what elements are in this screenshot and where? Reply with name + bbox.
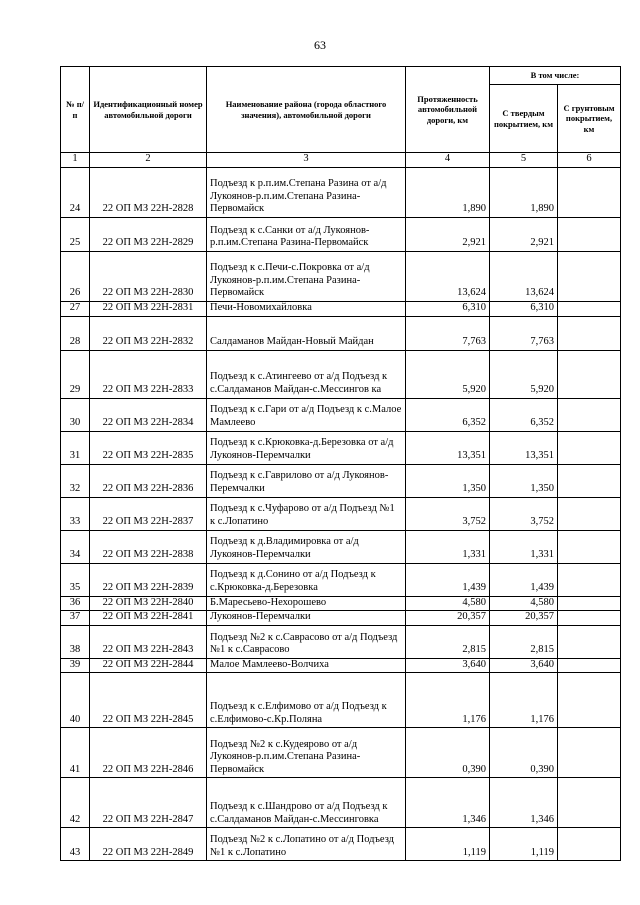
table-row	[61, 728, 621, 778]
road-id: 22 ОП МЗ 22Н-2832	[90, 316, 207, 350]
row-number: 33	[61, 497, 90, 530]
road-name: Б.Маресьево-Нехорошево	[207, 596, 406, 611]
hard-surface-length: 13,624	[490, 252, 558, 302]
table-row	[61, 778, 621, 828]
table-row	[61, 168, 621, 218]
road-id: 22 ОП МЗ 22Н-2836	[90, 464, 207, 497]
road-id: 22 ОП МЗ 22Н-2849	[90, 828, 207, 861]
road-length: 3,640	[406, 658, 490, 673]
road-id: 22 ОП МЗ 22Н-2838	[90, 530, 207, 563]
road-length: 1,439	[406, 563, 490, 596]
header-ground: С грунтовым покрытием, км	[558, 85, 621, 153]
row-number: 26	[61, 252, 90, 302]
ground-surface-length	[558, 828, 621, 861]
ground-surface-length	[558, 316, 621, 350]
header-name: Наименование района (города областного значения), автомобильной дороги	[207, 67, 406, 153]
row-number: 25	[61, 218, 90, 252]
road-length: 5,920	[406, 350, 490, 398]
hard-surface-length: 1,331	[490, 530, 558, 563]
hard-surface-length: 7,763	[490, 316, 558, 350]
row-number: 30	[61, 398, 90, 431]
row-number: 34	[61, 530, 90, 563]
row-number: 27	[61, 302, 90, 317]
row-number: 32	[61, 464, 90, 497]
header-including: В том числе:	[490, 67, 621, 85]
road-name: Малое Мамлеево-Волчиха	[207, 658, 406, 673]
road-length: 4,580	[406, 596, 490, 611]
column-number: 5	[490, 153, 558, 168]
table-row	[61, 252, 621, 302]
table-row	[61, 431, 621, 464]
hard-surface-length: 20,357	[490, 611, 558, 626]
hard-surface-length: 4,580	[490, 596, 558, 611]
road-id: 22 ОП МЗ 22Н-2844	[90, 658, 207, 673]
row-number: 38	[61, 625, 90, 658]
ground-surface-length	[558, 302, 621, 317]
hard-surface-length: 1,176	[490, 673, 558, 728]
table-row	[61, 530, 621, 563]
column-number: 1	[61, 153, 90, 168]
road-length: 1,331	[406, 530, 490, 563]
road-name: Подъезд к д.Сонино от а/д Подъезд к с.Крюковка-д.Березовка	[207, 563, 406, 596]
table-row	[61, 596, 621, 611]
row-number: 24	[61, 168, 90, 218]
row-number: 43	[61, 828, 90, 861]
road-length: 1,176	[406, 673, 490, 728]
road-length: 20,357	[406, 611, 490, 626]
row-number: 35	[61, 563, 90, 596]
header-id: Идентификационный номер автомобильной дороги	[90, 67, 207, 153]
ground-surface-length	[558, 658, 621, 673]
ground-surface-length	[558, 464, 621, 497]
road-name: Подъезд к с.Гари от а/д Подъезд к с.Малое Мамлеево	[207, 398, 406, 431]
road-length: 2,921	[406, 218, 490, 252]
ground-surface-length	[558, 218, 621, 252]
hard-surface-length: 2,815	[490, 625, 558, 658]
road-length: 1,346	[406, 778, 490, 828]
table-row	[61, 316, 621, 350]
ground-surface-length	[558, 431, 621, 464]
road-length: 1,119	[406, 828, 490, 861]
table-row	[61, 302, 621, 317]
column-number: 6	[558, 153, 621, 168]
road-id: 22 ОП МЗ 22Н-2837	[90, 497, 207, 530]
ground-surface-length	[558, 497, 621, 530]
hard-surface-length: 5,920	[490, 350, 558, 398]
road-name: Подъезд к с.Елфимово от а/д Подъезд к с.Елфимово-с.Кр.Поляна	[207, 673, 406, 728]
ground-surface-length	[558, 350, 621, 398]
table-row	[61, 625, 621, 658]
column-number: 4	[406, 153, 490, 168]
hard-surface-length: 1,346	[490, 778, 558, 828]
table-row	[61, 563, 621, 596]
hard-surface-length: 3,752	[490, 497, 558, 530]
road-id: 22 ОП МЗ 22Н-2834	[90, 398, 207, 431]
row-number: 36	[61, 596, 90, 611]
road-id: 22 ОП МЗ 22Н-2828	[90, 168, 207, 218]
road-id: 22 ОП МЗ 22Н-2835	[90, 431, 207, 464]
ground-surface-length	[558, 530, 621, 563]
hard-surface-length: 6,352	[490, 398, 558, 431]
road-length: 6,310	[406, 302, 490, 317]
hard-surface-length: 6,310	[490, 302, 558, 317]
hard-surface-length: 1,890	[490, 168, 558, 218]
road-name: Подъезд №2 к с.Кудеярово от а/д Лукоянов-р.п.им.Степана Разина-Первомайск	[207, 728, 406, 778]
row-number: 28	[61, 316, 90, 350]
road-length: 7,763	[406, 316, 490, 350]
road-length: 6,352	[406, 398, 490, 431]
ground-surface-length	[558, 673, 621, 728]
road-length: 0,390	[406, 728, 490, 778]
hard-surface-length: 3,640	[490, 658, 558, 673]
row-number: 42	[61, 778, 90, 828]
header-hard: С твердым покрытием, км	[490, 85, 558, 153]
row-number: 29	[61, 350, 90, 398]
column-number: 3	[207, 153, 406, 168]
hard-surface-length: 0,390	[490, 728, 558, 778]
road-id: 22 ОП МЗ 22Н-2839	[90, 563, 207, 596]
road-name: Подъезд к с.Шандрово от а/д Подъезд к с.Салдаманов Майдан-с.Мессинговка	[207, 778, 406, 828]
road-name: Лукоянов-Перемчалки	[207, 611, 406, 626]
road-length: 2,815	[406, 625, 490, 658]
road-length: 13,351	[406, 431, 490, 464]
row-number: 37	[61, 611, 90, 626]
road-name: Подъезд к д.Владимировка от а/д Лукоянов-Перемчалки	[207, 530, 406, 563]
ground-surface-length	[558, 252, 621, 302]
road-id: 22 ОП МЗ 22Н-2829	[90, 218, 207, 252]
row-number: 41	[61, 728, 90, 778]
ground-surface-length	[558, 563, 621, 596]
road-name: Подъезд к с.Гаврилово от а/д Лукоянов-Перемчалки	[207, 464, 406, 497]
hard-surface-length: 1,119	[490, 828, 558, 861]
road-name: Подъезд к с.Атингеево от а/д Подъезд к с.Салдаманов Майдан-с.Мессингов ка	[207, 350, 406, 398]
road-name: Подъезд к р.п.им.Степана Разина от а/д Лукоянов-р.п.им.Степана Разина-Первомайск	[207, 168, 406, 218]
row-number: 31	[61, 431, 90, 464]
road-name: Салдаманов Майдан-Новый Майдан	[207, 316, 406, 350]
road-id: 22 ОП МЗ 22Н-2847	[90, 778, 207, 828]
ground-surface-length	[558, 611, 621, 626]
road-id: 22 ОП МЗ 22Н-2846	[90, 728, 207, 778]
table-row	[61, 350, 621, 398]
ground-surface-length	[558, 728, 621, 778]
roads-table	[60, 66, 621, 861]
road-name: Подъезд к с.Чуфарово от а/д Подъезд №1 к с.Лопатино	[207, 497, 406, 530]
road-name: Подъезд №2 к с.Лопатино от а/д Подъезд №1 к с.Лопатино	[207, 828, 406, 861]
ground-surface-length	[558, 398, 621, 431]
row-number: 40	[61, 673, 90, 728]
road-name: Подъезд к с.Санки от а/д Лукоянов-р.п.им.Степана Разина-Первомайск	[207, 218, 406, 252]
table-row	[61, 828, 621, 861]
road-name: Подъезд к с.Печи-с.Покровка от а/д Лукоянов-р.п.им.Степана Разина-Первомайск	[207, 252, 406, 302]
road-length: 1,890	[406, 168, 490, 218]
table-row	[61, 658, 621, 673]
table-row	[61, 611, 621, 626]
table-row	[61, 464, 621, 497]
road-id: 22 ОП МЗ 22Н-2831	[90, 302, 207, 317]
hard-surface-length: 1,350	[490, 464, 558, 497]
hard-surface-length: 2,921	[490, 218, 558, 252]
table-row	[61, 673, 621, 728]
road-id: 22 ОП МЗ 22Н-2830	[90, 252, 207, 302]
road-length: 1,350	[406, 464, 490, 497]
ground-surface-length	[558, 625, 621, 658]
table-row	[61, 218, 621, 252]
road-name: Подъезд к с.Крюковка-д.Березовка от а/д Лукоянов-Перемчалки	[207, 431, 406, 464]
hard-surface-length: 13,351	[490, 431, 558, 464]
row-number: 39	[61, 658, 90, 673]
road-name: Печи-Новомихайловка	[207, 302, 406, 317]
header-num: № п/п	[61, 67, 90, 153]
road-id: 22 ОП МЗ 22Н-2845	[90, 673, 207, 728]
page-number: 63	[314, 38, 326, 52]
column-numbers-row	[61, 153, 621, 168]
road-id: 22 ОП МЗ 22Н-2833	[90, 350, 207, 398]
ground-surface-length	[558, 596, 621, 611]
column-number: 2	[90, 153, 207, 168]
ground-surface-length	[558, 778, 621, 828]
road-length: 13,624	[406, 252, 490, 302]
ground-surface-length	[558, 168, 621, 218]
table-row	[61, 497, 621, 530]
header-length: Протяженность автомобильной дороги, км	[406, 67, 490, 153]
road-id: 22 ОП МЗ 22Н-2843	[90, 625, 207, 658]
hard-surface-length: 1,439	[490, 563, 558, 596]
road-length: 3,752	[406, 497, 490, 530]
road-id: 22 ОП МЗ 22Н-2841	[90, 611, 207, 626]
road-id: 22 ОП МЗ 22Н-2840	[90, 596, 207, 611]
road-name: Подъезд №2 к с.Саврасово от а/д Подъезд №1 к с.Саврасово	[207, 625, 406, 658]
table-row	[61, 398, 621, 431]
